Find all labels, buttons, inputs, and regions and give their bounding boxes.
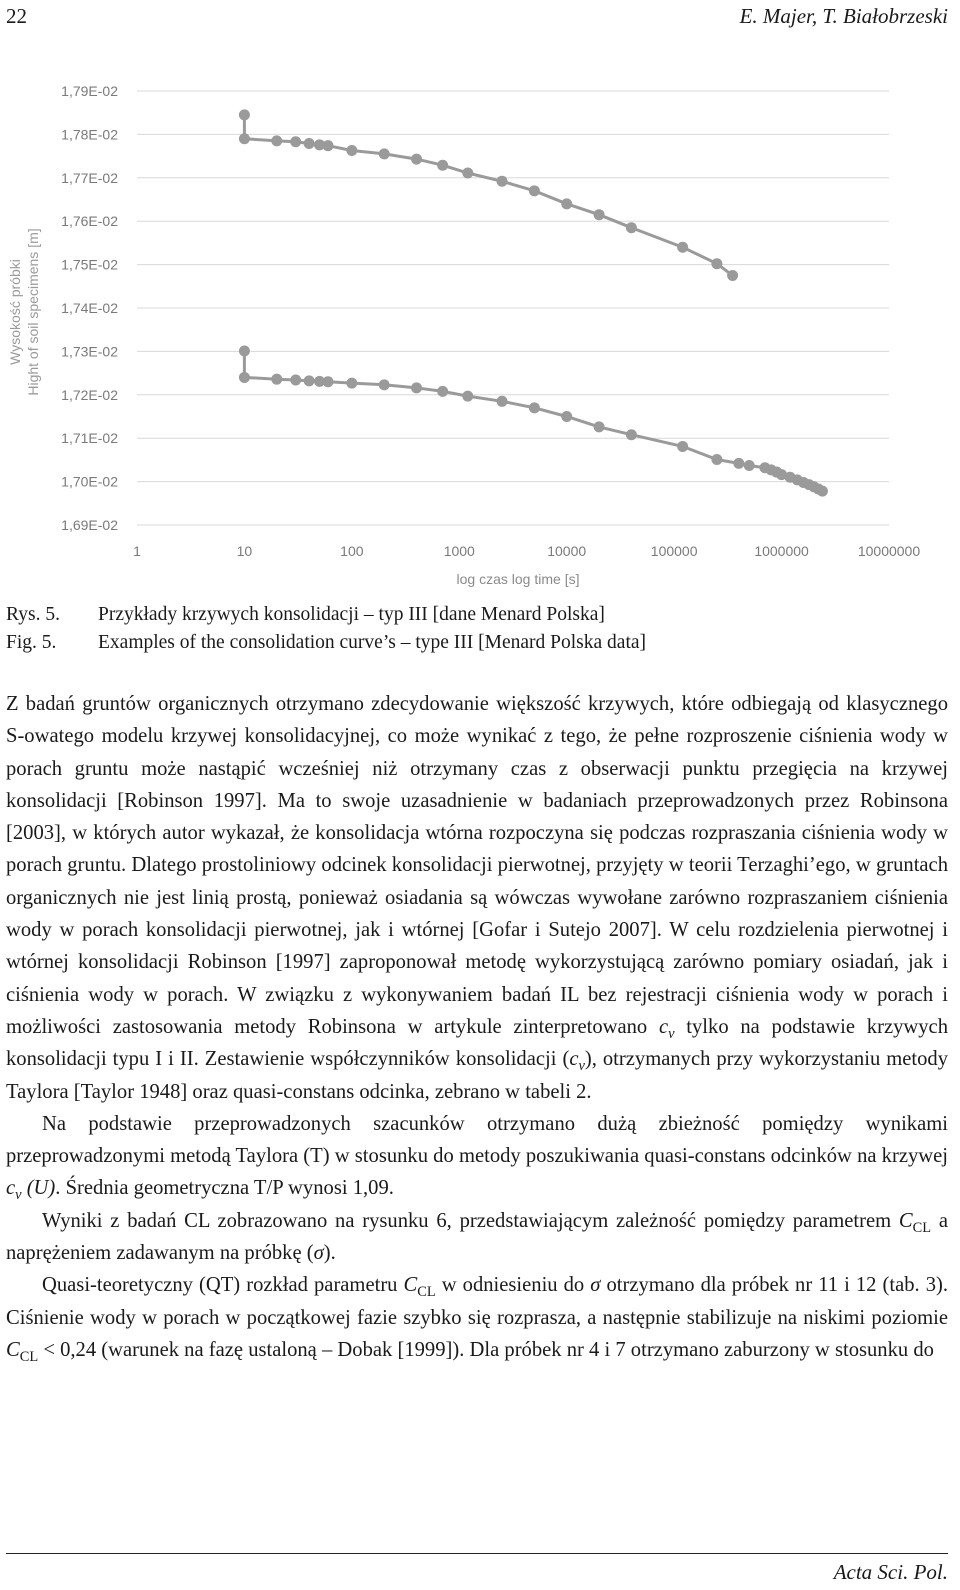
- data-point: [677, 441, 688, 452]
- data-point: [733, 458, 744, 469]
- data-point: [817, 486, 828, 497]
- y-tick-label: 1,71E-02: [61, 430, 118, 447]
- series-line: [244, 115, 732, 276]
- data-point: [497, 396, 508, 407]
- p1-symbol-sub: v: [668, 1026, 675, 1043]
- p3-symbol-sub: CL: [912, 1219, 932, 1236]
- p4-symbol-sub2: CL: [19, 1349, 39, 1366]
- y-tick-label: 1,76E-02: [61, 213, 118, 230]
- y-tick-label: 1,72E-02: [61, 386, 118, 403]
- data-point: [529, 402, 540, 413]
- y-axis-label-pl: Wysokość próbki: [7, 259, 23, 365]
- p2-symbol-u: (U): [21, 1177, 56, 1200]
- y-tick-label: 1,69E-02: [61, 517, 118, 533]
- y-tick-label: 1,70E-02: [61, 473, 118, 490]
- y-tick-label: 1,78E-02: [61, 126, 118, 143]
- p1-part-a: Z badań gruntów organicznych otrzymano zdecydowanie większość krzywych, które odbiegają od klasycznego S-owatego modelu krzywej konsolidacyjnej, co może wynikać z tego, że pełne rozproszenie ciśnienia wody w porach gruntu może nastąpić wcześniej niż otrzymany czas z obserwacji punktu przegięcia na krzywej konsolidacji [Robinson 1997]. Ma to swoje uzasadnienie w badaniach przeprowadzonych przez Robinsona [2003], w których autor wykazał, że konsolidacja wtórna rozpoczyna się podczas rozpraszania ciśnienia wody w porach gruntu. Dlatego prostoliniowy odcinek konsolidacji pierwotnej, przyjęty w teorii Terzaghi’ego, w gruntach organicznych nie jest linią prostą, ponieważ osiadania są wówczas wywołane zarówno rozpraszaniem ciśnienia wody w porach konsolidacji pierwotnej, jak i wtórnej [Gofar i Sutejo 2007]. W celu rozdzielenia pierwotnej i wtórnej konsolidacji Robinson [1997] zaproponował metodę wykorzystującą zarówno pomiary osiadań, jak i ciśnienia wody w porach. W związku z wykonywaniem badań IL bez rejestracji ciśnienia wody w porach i możliwości zastosowania metody Robinsona w artykule zinterpretowano: [6, 693, 948, 1038]
- data-point: [411, 382, 422, 393]
- p4-symbol-c: C: [403, 1274, 418, 1297]
- caption-en: [6, 632, 646, 654]
- y-tick-label: 1,74E-02: [61, 300, 118, 316]
- data-point: [561, 411, 572, 422]
- caption-pl: [6, 604, 605, 626]
- data-point: [677, 242, 688, 253]
- data-point: [323, 140, 334, 151]
- data-point: [626, 429, 637, 440]
- data-point: [744, 460, 755, 471]
- x-tick-label: 10000: [547, 543, 587, 559]
- data-point: [626, 222, 637, 233]
- page-number: 22: [6, 4, 27, 28]
- series-line: [244, 351, 822, 491]
- y-axis-label-en: Hight of soil specimens [m]: [25, 228, 41, 396]
- data-point: [346, 145, 357, 156]
- data-point: [727, 270, 738, 281]
- x-tick-labels: [133, 543, 920, 559]
- p3-part-b: a naprężeniem zadawanym na próbkę (: [6, 1209, 948, 1265]
- p4-symbol-sub: CL: [417, 1284, 436, 1301]
- caption-pl-text: Przykłady krzywych konsolidacji – typ III [dane Menard Polska]: [98, 604, 605, 625]
- y-tick-label: 1,77E-02: [61, 169, 118, 186]
- p4-part-b: w odniesieniu do: [435, 1274, 591, 1297]
- p2-symbol-c: c: [6, 1177, 16, 1200]
- data-point: [529, 185, 540, 196]
- caption-en-text: Examples of the consolidation curve’s – type III [Menard Polska data]: [98, 632, 647, 653]
- consolidation-chart: [0, 72, 960, 602]
- data-point: [497, 176, 508, 187]
- data-point: [561, 198, 572, 209]
- p1-symbol-sub2: v: [578, 1058, 585, 1075]
- p3-symbol-c: C: [898, 1209, 913, 1232]
- data-point: [239, 109, 250, 120]
- p2-part-a: Na podstawie przeprowadzonych szacunków otrzymano dużą zbieżność pomiędzy wynikami przeprowadzonymi metodą Taylora (T) w stosunku do metody poszukiwania quasi-constans odcinków na krzywej: [6, 1112, 948, 1168]
- p4-part-c: otrzymano dla próbek nr 11 i 12 (tab. 3). Ciśnienie wody w porach w początkowej fazie szybko się rozprasza, a następnie stabilizuje na niskimi poziomie: [6, 1274, 949, 1329]
- y-tick-label: 1,79E-02: [61, 83, 118, 99]
- data-point: [594, 421, 605, 432]
- data-point: [411, 154, 422, 165]
- data-point: [346, 378, 357, 389]
- p1-symbol-c: c: [658, 1015, 669, 1038]
- chart-grid: [137, 91, 889, 525]
- data-point: [239, 345, 250, 356]
- y-tick-labels: [61, 83, 118, 533]
- p1-part-c: ), otrzymanych przy wykorzystaniu metody Taylora [Taylor 1948] oraz quasi-constans odcinka, zebrano w tabeli 2.: [6, 1048, 949, 1103]
- p2-part-b: . Średnia geometryczna T/P wynosi 1,09.: [55, 1177, 394, 1200]
- data-point: [462, 391, 473, 402]
- paragraph-1: [6, 688, 948, 1108]
- data-point: [323, 376, 334, 387]
- paragraph-2: [6, 1108, 948, 1205]
- data-point: [379, 379, 390, 390]
- data-point: [379, 148, 390, 159]
- footer-rule: [6, 1553, 948, 1554]
- data-point: [462, 168, 473, 179]
- caption-pl-label: Rys. 5.: [6, 604, 60, 625]
- running-authors: E. Majer, T. Białobrzeski: [739, 4, 948, 28]
- x-tick-label: 1: [133, 543, 141, 559]
- paragraph-4: [6, 1269, 948, 1366]
- p1-part-b: tylko na podstawie krzywych konsolidacji typu I i II. Zestawienie współczynników konsolidacji (: [6, 1015, 948, 1071]
- body-text: [6, 688, 948, 1366]
- data-point: [271, 135, 282, 146]
- p4-part-d: < 0,24 (warunek na fazę ustaloną – Dobak [1999]). Dla próbek nr 4 i 7 otrzymano zaburzony w stosunku do: [38, 1338, 934, 1361]
- y-tick-label: 1,73E-02: [61, 343, 118, 360]
- data-point: [711, 258, 722, 269]
- x-tick-label: 1000000: [754, 543, 809, 559]
- data-point: [239, 133, 250, 144]
- data-point: [711, 454, 722, 465]
- data-point: [290, 136, 301, 147]
- data-point: [239, 372, 250, 383]
- data-point: [304, 375, 315, 386]
- p3-part-c: ).: [323, 1242, 336, 1265]
- p2-symbol-sub: v: [15, 1187, 22, 1204]
- p3-symbol-sigma: σ: [313, 1242, 324, 1265]
- x-tick-label: 1000: [443, 543, 475, 559]
- page-header: [0, 4, 960, 34]
- p4-symbol-c2: C: [6, 1338, 20, 1361]
- data-point: [594, 209, 605, 220]
- y-tick-label: 1,75E-02: [61, 256, 118, 273]
- x-tick-label: 10: [236, 543, 253, 559]
- caption-en-label: Fig. 5.: [6, 632, 57, 653]
- data-point: [304, 138, 315, 149]
- x-tick-label: 100: [340, 543, 364, 559]
- data-point: [290, 375, 301, 386]
- footer-journal: Acta Sci. Pol.: [833, 1560, 948, 1584]
- data-point: [437, 386, 448, 397]
- data-point: [437, 160, 448, 171]
- p3-part-a: Wyniki z badań CL zobrazowano na rysunku 6, przedstawiającym zależność pomiędzy parametrem: [42, 1209, 899, 1232]
- data-point: [271, 374, 282, 385]
- x-axis-label: log czas log time [s]: [456, 571, 580, 587]
- x-tick-label: 10000000: [857, 543, 921, 559]
- paragraph-3: [6, 1205, 948, 1270]
- p4-symbol-sigma: σ: [590, 1274, 601, 1297]
- p1-symbol-c2: c: [569, 1048, 579, 1071]
- p4-part-a: Quasi-teoretyczny (QT) rozkład parametru: [42, 1274, 404, 1297]
- x-tick-label: 100000: [650, 543, 698, 559]
